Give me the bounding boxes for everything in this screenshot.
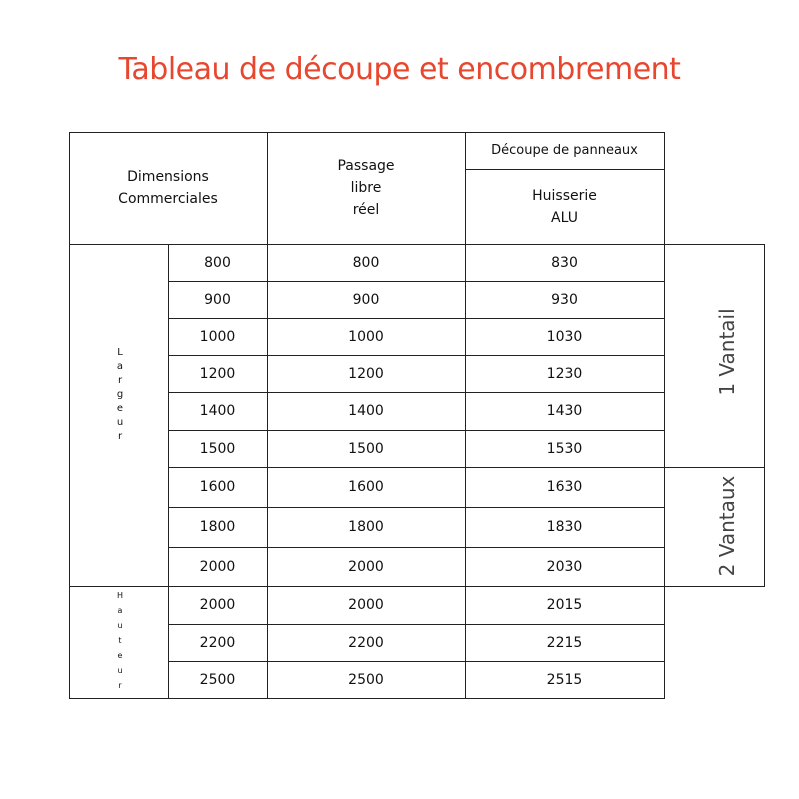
cell-decoupe: 1530 [546, 440, 583, 457]
cell-passage: 1000 [348, 328, 384, 345]
grid-line [69, 132, 70, 699]
grid-line [69, 586, 169, 587]
grid-line [664, 132, 665, 699]
grid-line [69, 698, 665, 699]
header-huisserie [465, 169, 664, 244]
grid-line [168, 661, 665, 662]
group-hauteur [110, 588, 130, 693]
grid-line [168, 624, 665, 625]
grid-line [168, 507, 665, 508]
grid-line [664, 586, 765, 587]
hauteur-letter: u [117, 666, 123, 675]
header-huisserie-line-1: Huisserie [532, 187, 597, 204]
cell-passage: 900 [352, 291, 380, 308]
grid-line [465, 132, 466, 699]
cell-decoupe: 1030 [546, 328, 583, 345]
largeur-letter: e [116, 403, 124, 414]
cell-dim: 800 [204, 254, 231, 271]
header-dimensions-label: Dimensions Commerciales [118, 169, 218, 207]
header-dimensions [69, 132, 267, 244]
header-decoupe [465, 132, 664, 169]
grid-line [69, 132, 665, 133]
cell-passage: 2000 [348, 597, 384, 613]
cell-decoupe: 1630 [546, 479, 583, 495]
cell-passage: 1800 [348, 519, 384, 535]
cell-decoupe: 930 [551, 291, 578, 308]
hauteur-letter: e [117, 651, 123, 660]
cell-dim: 1600 [199, 479, 236, 495]
label-1-vantail: 1 Vantail [715, 308, 739, 396]
cell-passage: 2200 [348, 634, 384, 651]
cell-decoupe: 2515 [546, 671, 583, 688]
hauteur-letter: u [117, 621, 123, 630]
grid-line [168, 547, 665, 548]
largeur-letter: r [117, 375, 123, 386]
cell-decoupe: 830 [551, 254, 578, 271]
header-passage-line-2: libre [350, 180, 382, 196]
grid-line [168, 467, 665, 468]
cell-dim: 1800 [199, 519, 236, 535]
grid-line [168, 281, 665, 282]
header-passage-line-3: réel [352, 202, 380, 218]
grid-line [69, 244, 765, 245]
cell-dim: 2000 [199, 597, 236, 613]
largeur-letter: a [116, 361, 124, 372]
cell-decoupe: 2215 [546, 634, 583, 651]
header-huisserie-line-2: ALU [551, 209, 578, 226]
cell-dim: 900 [204, 291, 231, 308]
largeur-letter: g [116, 389, 124, 400]
cell-dim: 1400 [199, 403, 236, 419]
cell-passage: 2000 [348, 558, 384, 575]
cell-decoupe: 1430 [546, 403, 583, 419]
grid-line [168, 318, 665, 319]
grid-line [168, 392, 665, 393]
grid-line [168, 430, 665, 431]
grid-line [764, 244, 765, 587]
hauteur-letter: a [117, 606, 123, 615]
hauteur-letter: r [118, 681, 122, 690]
grid-line [168, 355, 665, 356]
header-passage-line-1: Passage [337, 158, 395, 174]
largeur-letter: u [116, 417, 124, 428]
cell-passage: 1400 [348, 403, 384, 419]
cell-dim: 2200 [199, 634, 236, 651]
cell-dim: 1000 [199, 328, 236, 345]
cell-decoupe: 1230 [546, 365, 583, 382]
grid-line [168, 586, 665, 587]
hauteur-letter: H [116, 591, 123, 600]
grid-line [664, 467, 765, 468]
cell-dim: 1500 [199, 440, 236, 457]
cell-passage: 1200 [348, 365, 384, 382]
cell-dim: 2000 [199, 558, 236, 575]
cell-decoupe: 2030 [546, 558, 583, 575]
cell-passage: 800 [352, 254, 380, 271]
group-largeur [110, 346, 130, 444]
cell-passage: 2500 [348, 671, 384, 688]
cell-decoupe: 2015 [546, 597, 583, 613]
cell-decoupe: 1830 [546, 519, 583, 535]
hauteur-letter: t [118, 636, 122, 645]
cell-passage: 1600 [348, 479, 384, 495]
cell-dim: 2500 [199, 671, 236, 688]
cell-passage: 1500 [348, 440, 384, 457]
cell-dim: 1200 [199, 365, 236, 382]
largeur-letter: r [117, 431, 123, 442]
label-2-vantaux: 2 Vantaux [715, 475, 739, 577]
grid-line [168, 244, 169, 699]
header-decoupe-label: Découpe de panneaux [491, 142, 638, 158]
largeur-letter: L [117, 347, 123, 358]
page-title: Tableau de découpe et encombrement [118, 52, 681, 87]
grid-line [267, 132, 268, 699]
grid-line [465, 169, 665, 170]
header-passage [267, 132, 465, 244]
